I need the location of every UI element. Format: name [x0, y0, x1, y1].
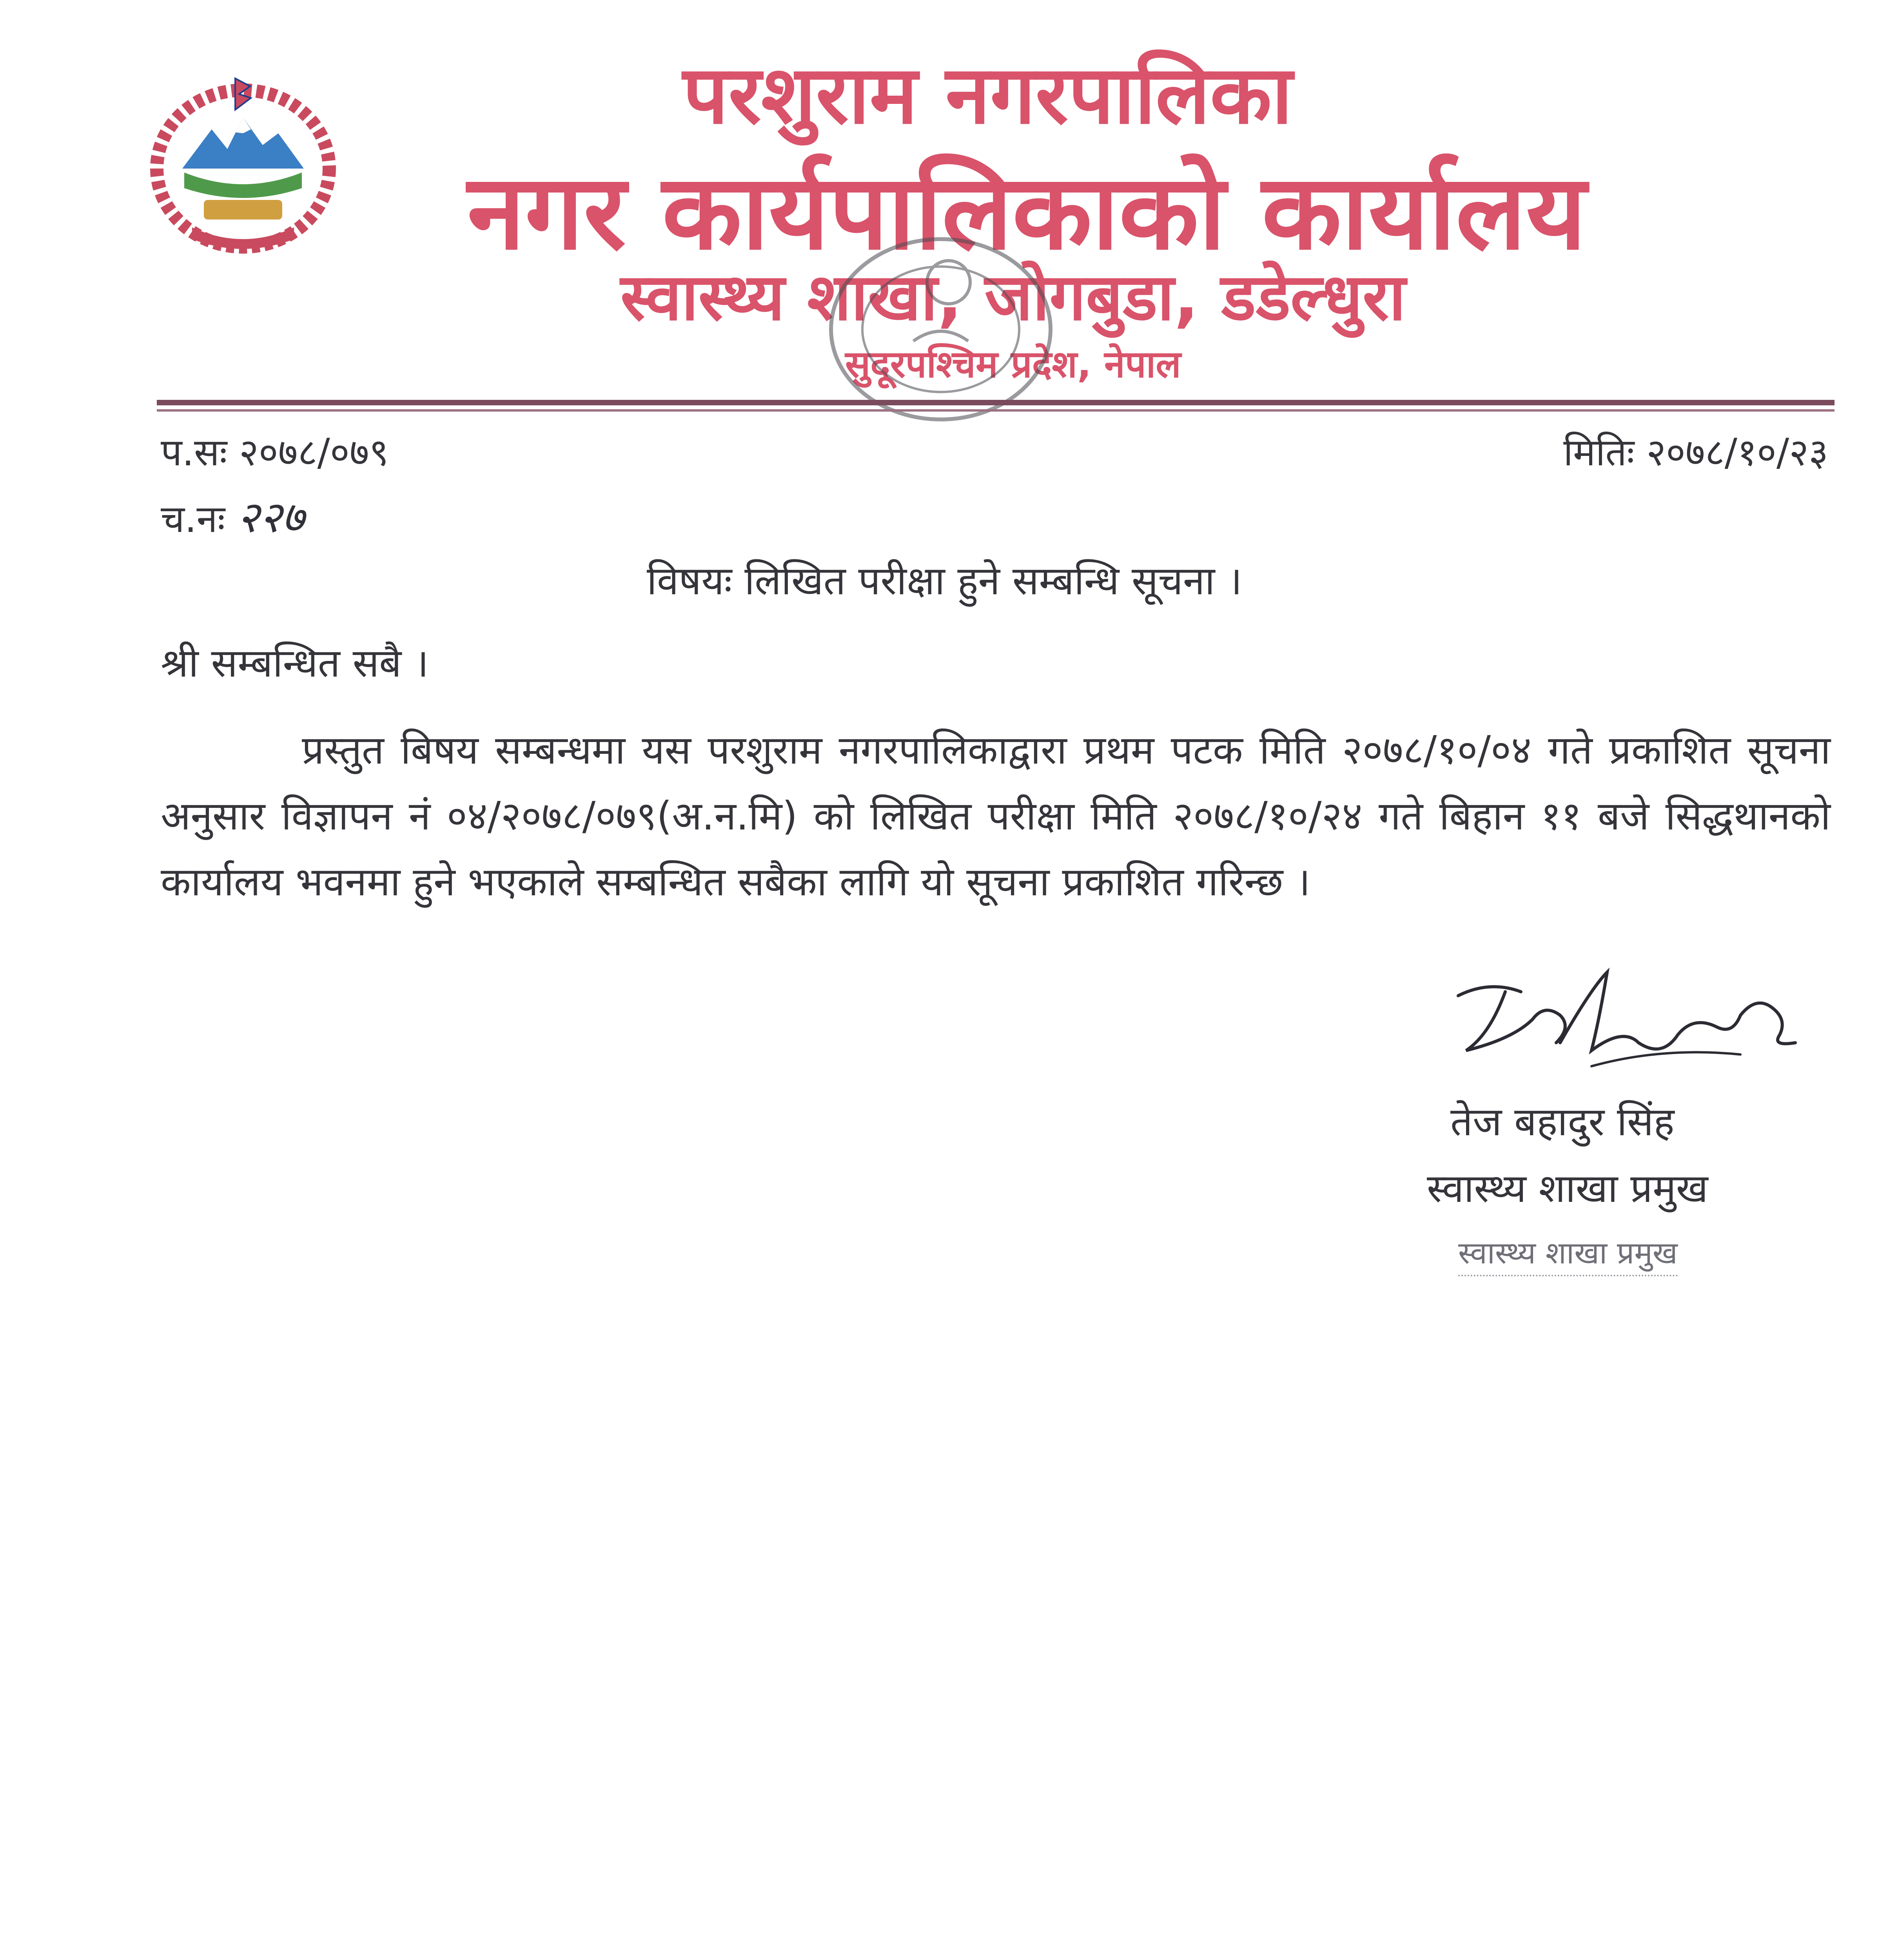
signatory-title: स्वास्थ्य शाखा प्रमुख: [1427, 1165, 1708, 1211]
signatory-stamp: स्वास्थ्य शाखा प्रमुख: [1458, 1231, 1678, 1276]
reference-number: प.सः २०७८/०७९: [161, 430, 389, 474]
signatory-name: तेज बहादुर सिंह: [1450, 1099, 1675, 1145]
letter-subject: विषयः लिखित परीक्षा हुने सम्बन्धि सूचना ।: [646, 558, 1243, 604]
branch-address: स्वास्थ्य शाखा, जोगबुडा, डडेल्धुरा: [620, 260, 1406, 335]
municipality-name: परशुराम नगरपालिका: [682, 49, 1293, 142]
office-seal-icon: [784, 212, 1082, 431]
province-country: सुदूरपश्चिम प्रदेश, नेपाल: [845, 343, 1181, 386]
letter-body: प्रस्तुत बिषय सम्बन्धमा यस परशुराम नगरपालिकाद्वारा प्रथम पटक मिति २०७८/१०/०४ गते प्रकाशित सूचना अनुसार विज्ञापन नं ०४/२०७८/०७९(अ.न.मि) को लिखित परीक्षा मिति २०७८/१०/२४ गते बिहान ११ बजे सिद्धथानको कार्यालय भवनमा हुने भएकाले सम्बन्धित सबैका लागि यो सूचना प्रकाशित गरिन्छ ।: [161, 727, 1831, 905]
dispatch-value: २२७: [237, 492, 305, 542]
dispatch-number: [161, 486, 304, 545]
letter-salutation: श्री सम्बन्धित सबै ।: [161, 640, 429, 686]
office-name: नगर कार्यपालिकाको कार्यालय: [467, 152, 1586, 273]
dispatch-label: च.नः: [161, 497, 225, 541]
handwritten-signature-icon: [1443, 949, 1815, 1098]
header-divider: [157, 400, 1835, 412]
letter-date: मितिः २०७८/१०/२३: [1563, 430, 1828, 474]
